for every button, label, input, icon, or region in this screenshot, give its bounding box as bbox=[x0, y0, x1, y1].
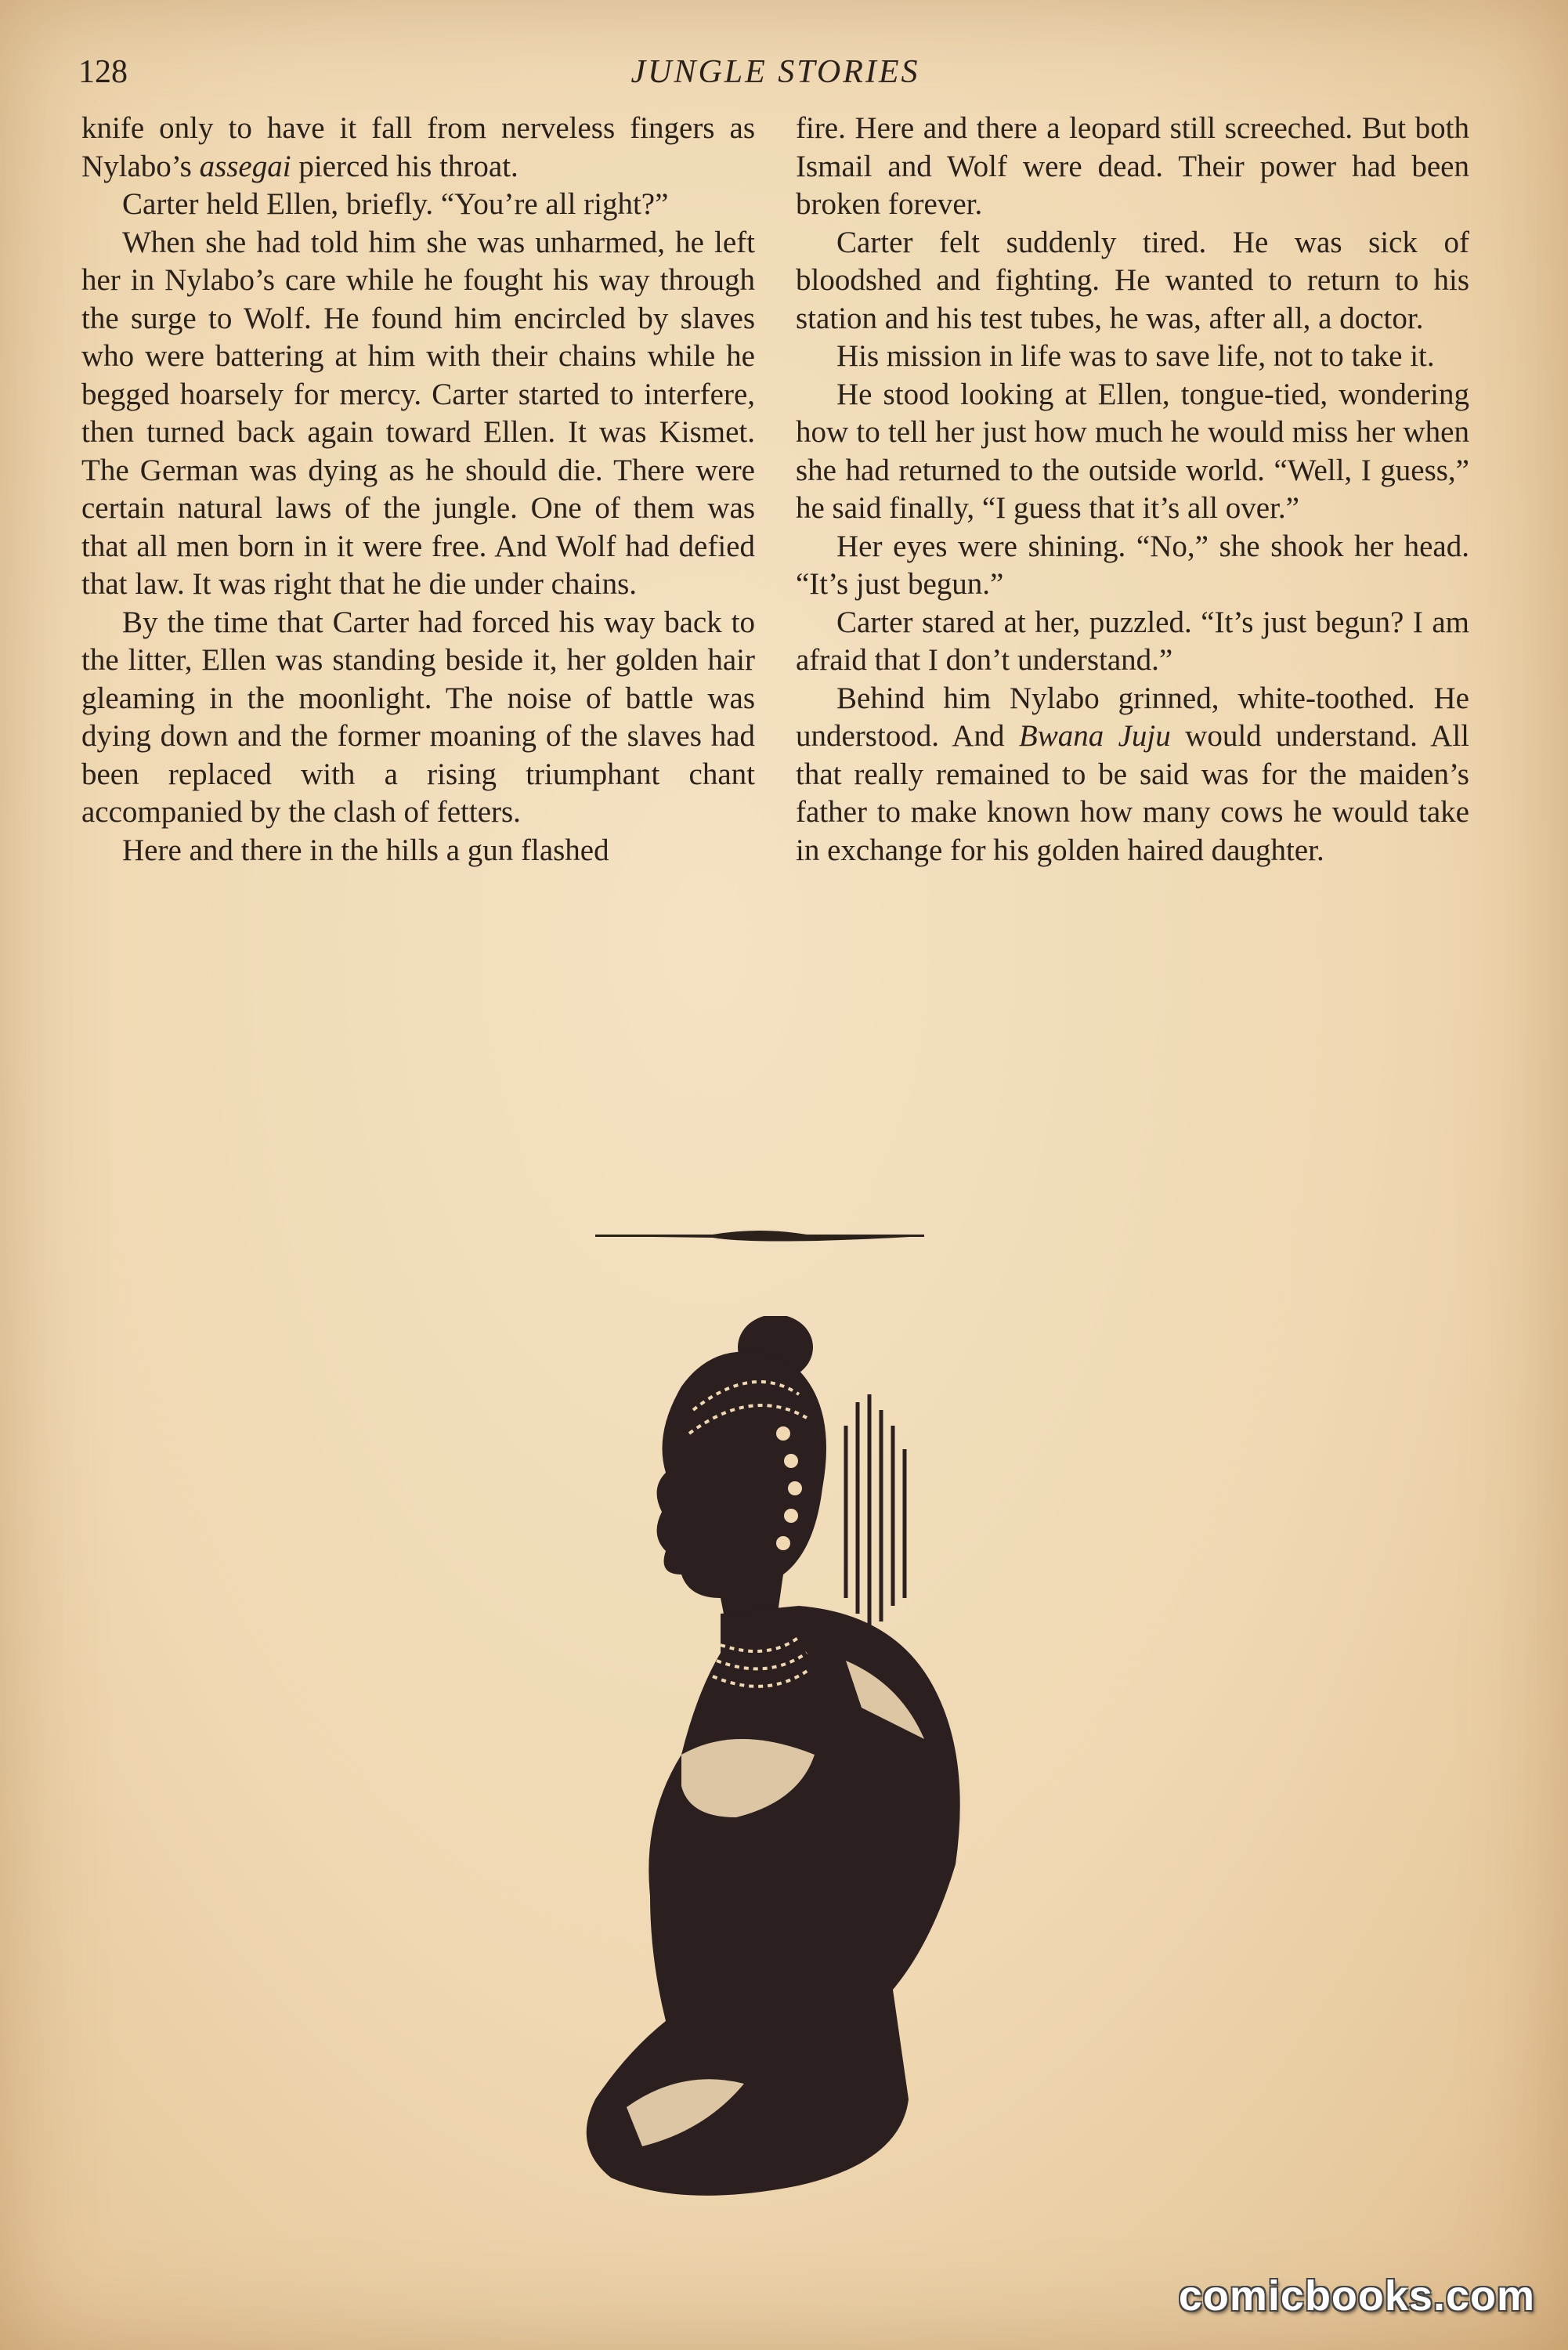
paragraph bbox=[81, 110, 755, 186]
paragraph: Carter felt suddenly tired. He was sick of bloodshed and fighting. He wanted to return to his station and his test tubes, he was, after all, a doctor. bbox=[796, 225, 1469, 335]
paragraph: fire. Here and there a leopard still screeched. But both Ismail and Wolf were dead. Their power had been broken forever. bbox=[796, 111, 1469, 221]
paragraph: He stood looking at Ellen, tongue-tied, wondering how to tell her just how much he would miss her when she had returned to the outside world. “Well, I guess,” he said finally, “I guess that it’s all over.” bbox=[796, 377, 1469, 525]
running-title: JUNGLE STORIES bbox=[630, 54, 920, 90]
right-column bbox=[796, 110, 1469, 870]
left-column bbox=[81, 110, 755, 870]
paragraph: Carter held Ellen, briefly. “You’re all right?” bbox=[122, 187, 669, 221]
paragraph bbox=[796, 680, 1469, 870]
background-hatching bbox=[846, 1394, 905, 1629]
paragraph: Carter stared at her, puzzled. “It’s just begun? I am afraid that I don’t understand.” bbox=[796, 605, 1469, 677]
text-run: pierced his throat. bbox=[291, 149, 518, 183]
paragraph: His mission in life was to save life, not to take it. bbox=[836, 339, 1435, 373]
paragraph: When she had told him she was unharmed, he left her in Nylabo’s care while he fought his way through the surge to Wolf. He found him encircled by slaves who were battering at him with their chains while he begged hoarsely for mercy. Carter started to interfere, then turned back again toward Ellen. It was Kismet. The German was dying as he should die. There were certain natural laws of the jungle. One of them was that all men born in it were free. And Wolf had defied that law. It was right that he die under chains. bbox=[81, 225, 755, 601]
text-run: would understand. All that really remained to be said was for the maiden’s father to make known how many cows he would take in exchange for his golden haired daughter. bbox=[796, 719, 1470, 867]
paragraph: Here and there in the hills a gun flashed bbox=[122, 833, 609, 867]
woman-portrait-illustration bbox=[564, 1316, 1003, 2232]
page-number: 128 bbox=[78, 54, 128, 90]
section-divider-ornament bbox=[595, 1227, 924, 1246]
text-run: Behind him Nylabo grinned, white-toothed. He understood. And bbox=[796, 681, 1469, 753]
page-header bbox=[78, 53, 1472, 100]
italic-term: Bwana Juju bbox=[1018, 719, 1171, 753]
italic-term: assegai bbox=[199, 149, 291, 183]
paragraph: Her eyes were shining. “No,” she shook her head. “It’s just begun.” bbox=[796, 529, 1469, 601]
paragraph: By the time that Carter had forced his way back to the litter, Ellen was standing beside it, her golden hair gleaming in the moonlight. The noise of battle was dying down and the former moaning of the slaves had been replaced with a rising triumphant chant accompanied by the clash of fetters. bbox=[81, 605, 755, 829]
site-watermark: comicbooks.com bbox=[1178, 2272, 1535, 2319]
text-run: knife only to have it fall from nerveless fingers as Nylabo’s bbox=[81, 111, 755, 183]
